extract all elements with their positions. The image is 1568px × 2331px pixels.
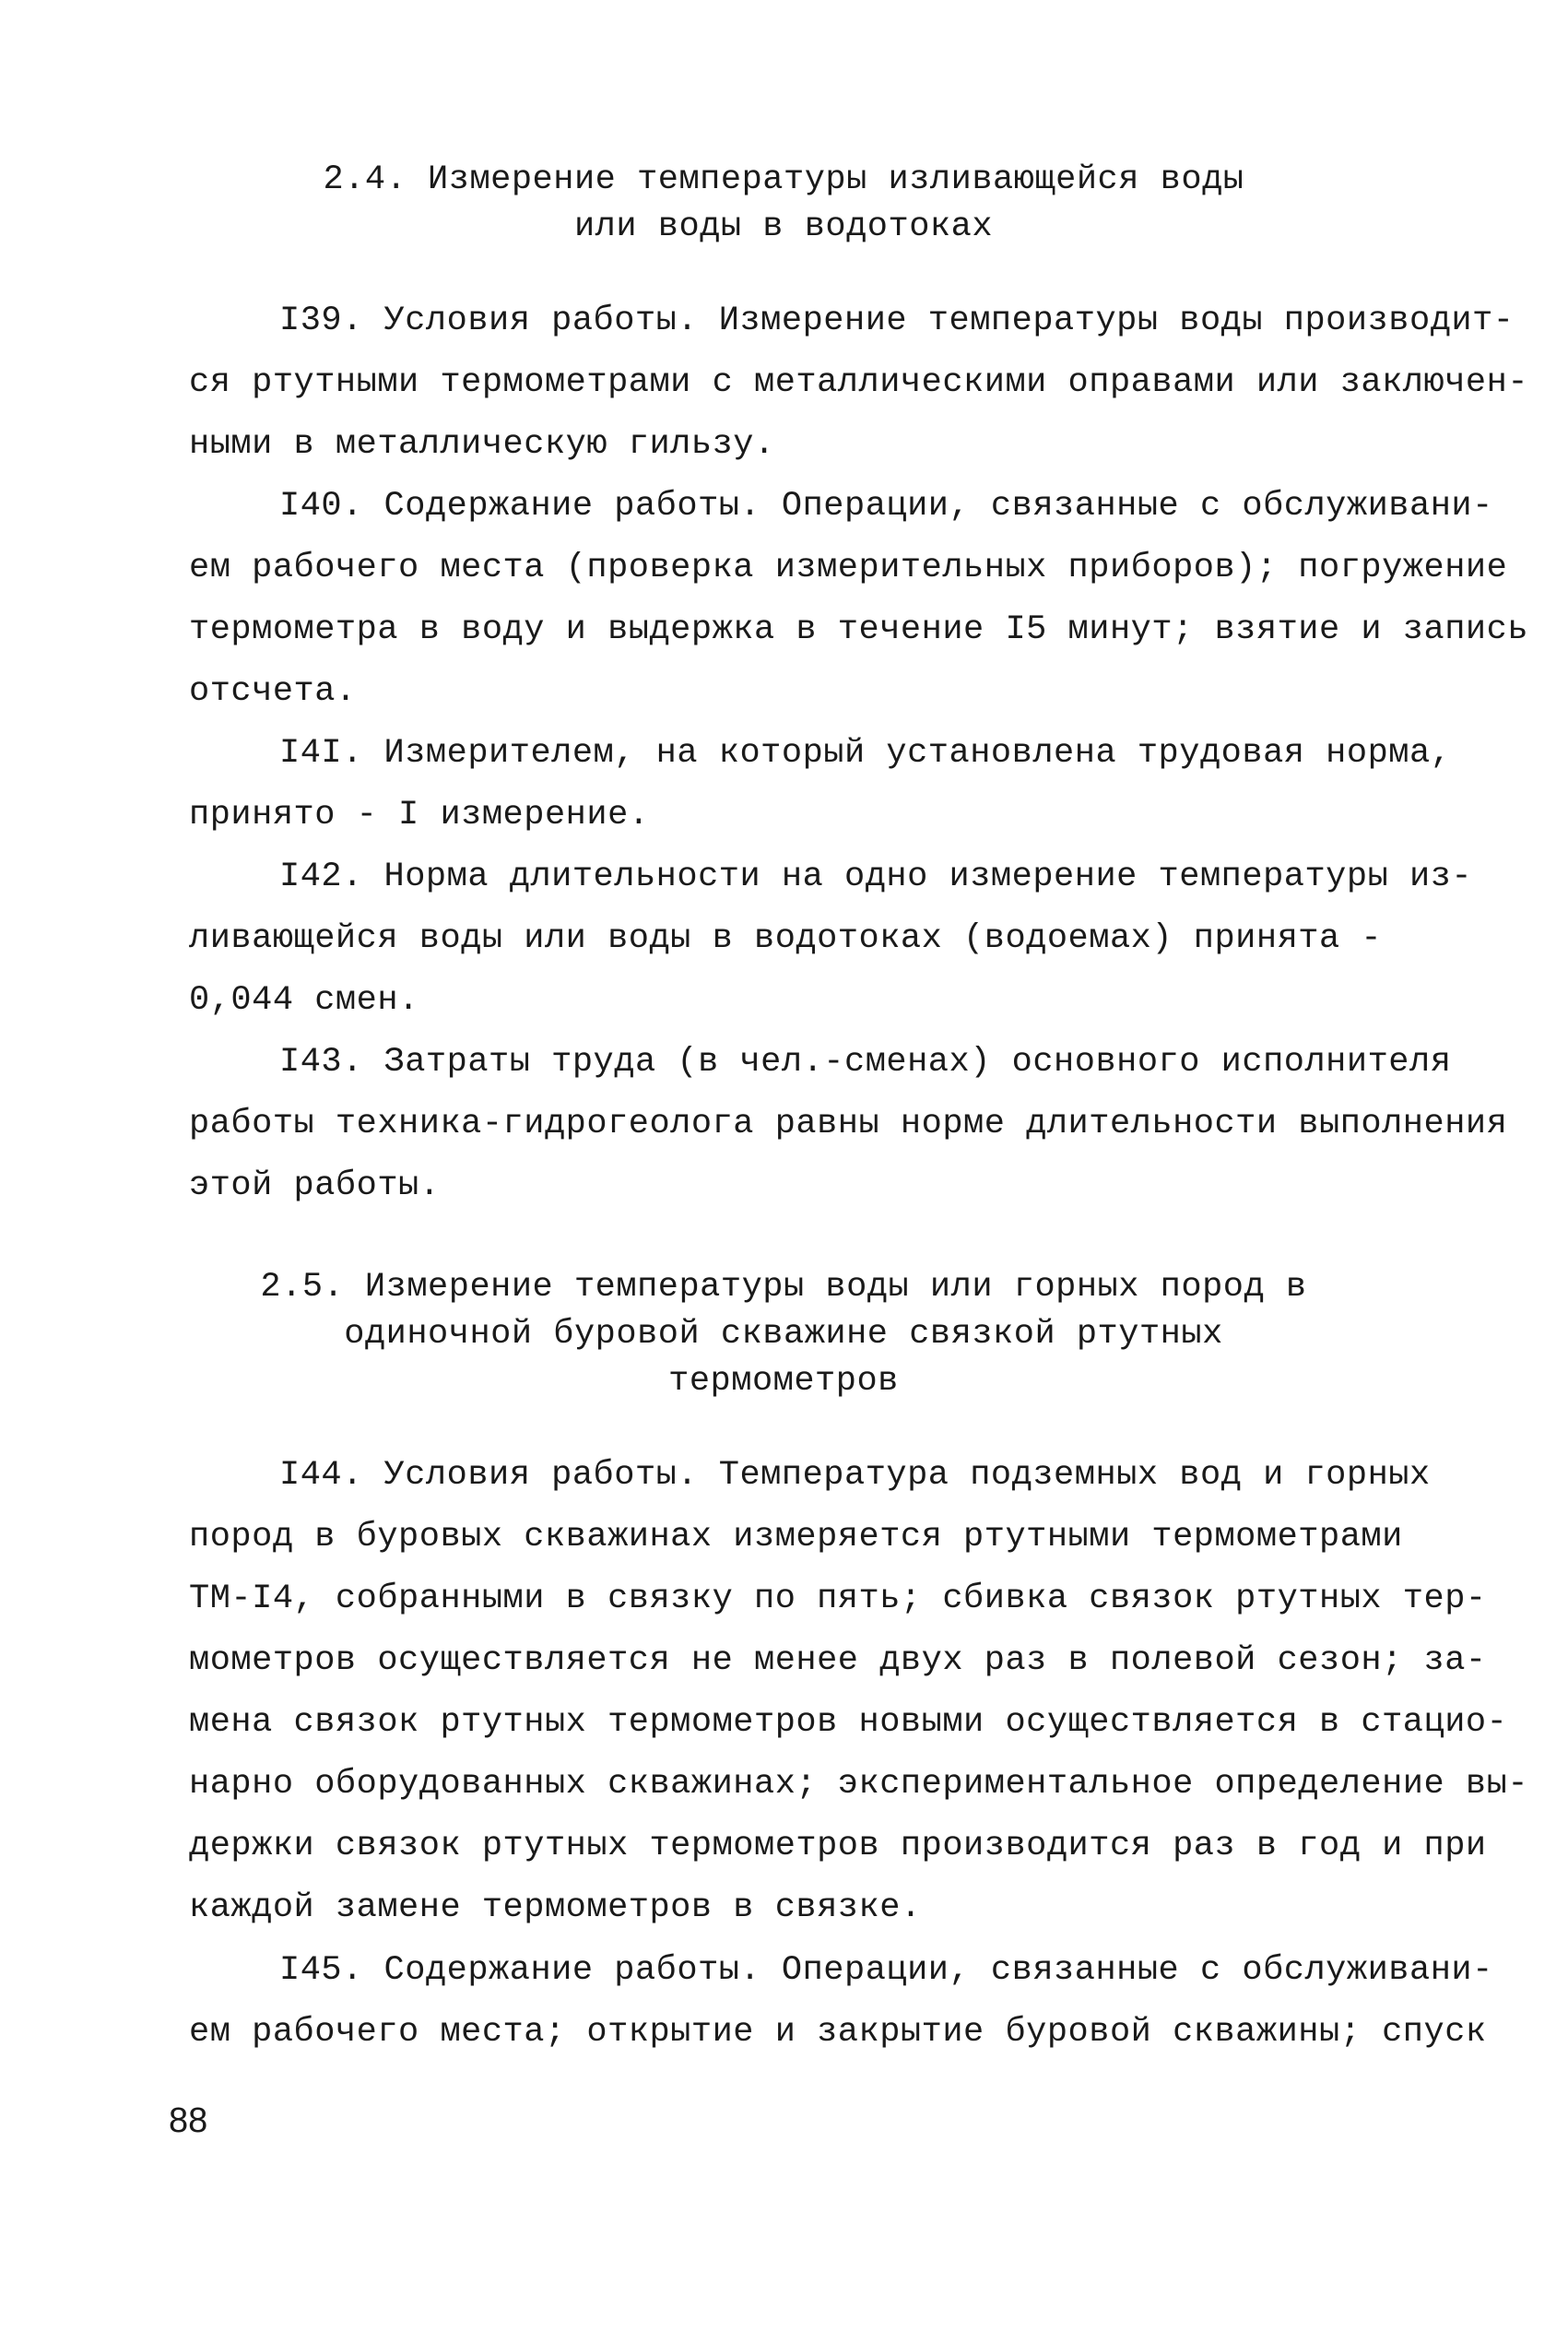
paragraph-145: [189, 1940, 1493, 2064]
text-line: мена связок ртутных термометров новыми осуществляется в стацио-: [189, 1703, 1508, 1742]
text-line: 0,044 смен.: [189, 981, 419, 1020]
paragraph-142: [189, 846, 1473, 1032]
section-heading-2-5: [166, 1264, 1401, 1405]
text-line: I42. Норма длительности на одно измерение температуры из-: [279, 858, 1473, 896]
heading-line: термометров: [668, 1362, 899, 1401]
paragraph-141: [189, 723, 1452, 846]
text-line: I45. Содержание работы. Операции, связанные с обслуживани-: [279, 1951, 1493, 1990]
heading-line: 2.5. Измерение температуры воды или горных пород в: [260, 1268, 1307, 1307]
page-number: 88: [169, 2101, 208, 2140]
text-line: ся ртутными термометрами с металлическими оправами или заключен-: [189, 363, 1529, 402]
text-line: ТМ-I4, собранными в связку по пять; сбивка связок ртутных тер-: [189, 1580, 1487, 1618]
text-line: пород в буровых скважинах измеряется ртутными термометрами: [189, 1518, 1403, 1556]
text-line: I43. Затраты труда (в чел.-сменах) основного исполнителя: [279, 1043, 1452, 1082]
paragraph-144: [189, 1445, 1529, 1939]
text-line: нарно оборудованных скважинах; экспериментальное определение вы-: [189, 1765, 1529, 1804]
heading-line: или воды в водотоках: [573, 207, 994, 246]
heading-line: одиночной буровой скважине связкой ртутных: [344, 1315, 1223, 1354]
text-line: держки связок ртутных термометров производится раз в год и при: [189, 1827, 1487, 1865]
text-line: этой работы.: [189, 1166, 441, 1205]
text-line: ными в металлическую гильзу.: [189, 425, 775, 464]
paragraph-143: [189, 1032, 1508, 1217]
text-line: I39. Условия работы. Измерение температуры воды производит-: [279, 302, 1515, 340]
heading-line: 2.4. Измерение температуры изливающейся воды: [323, 160, 1244, 199]
text-line: мометров осуществляется не менее двух раз в полевой сезон; за-: [189, 1641, 1487, 1680]
text-line: I44. Условия работы. Температура подземных вод и горных: [279, 1456, 1431, 1495]
text-line: ливающейся воды или воды в водотоках (водоемах) принята -: [189, 919, 1383, 958]
text-line: отсчета.: [189, 672, 357, 711]
text-line: I40. Содержание работы. Операции, связанные с обслуживани-: [279, 487, 1493, 526]
section-heading-2-4: [166, 157, 1401, 251]
text-line: принято - I измерение.: [189, 796, 650, 834]
paragraph-140: [189, 476, 1529, 723]
text-line: ем рабочего места; открытие и закрытие буровой скважины; спуск: [189, 2013, 1487, 2052]
text-line: ем рабочего места (проверка измерительных приборов); погружение: [189, 549, 1508, 587]
text-line: термометра в воду и выдержка в течение I5 минут; взятие и запись: [189, 610, 1529, 649]
paragraph-139: [189, 290, 1529, 476]
text-line: каждой замене термометров в связке.: [189, 1888, 922, 1927]
text-line: работы техника-гидрогеолога равны норме длительности выполнения: [189, 1105, 1508, 1143]
text-line: I4I. Измерителем, на который установлена трудовая норма,: [279, 734, 1452, 773]
